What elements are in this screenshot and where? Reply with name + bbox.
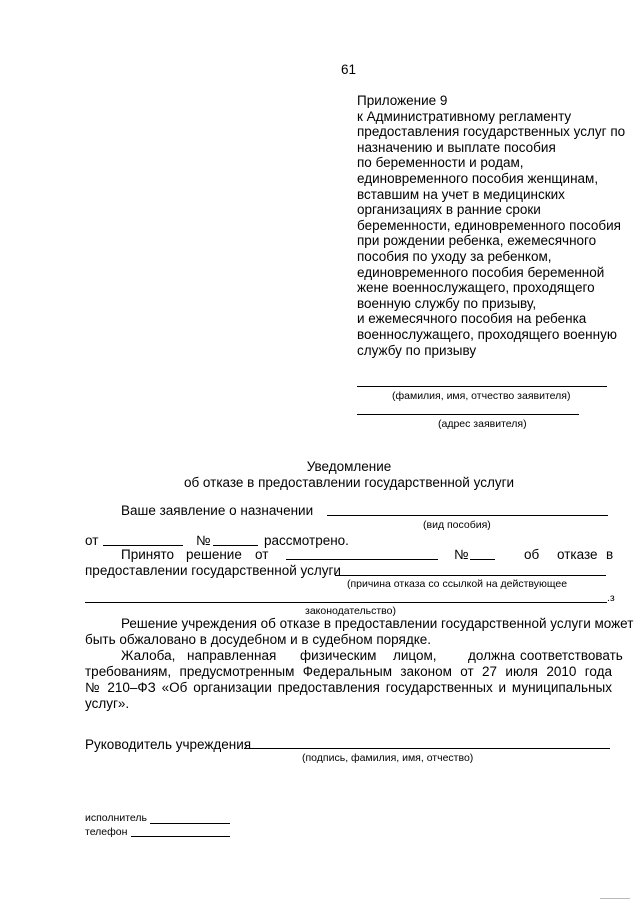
notice-title: Уведомление (306, 459, 392, 474)
appendix-line: беременности, единовременного пособия (357, 217, 621, 233)
paragraph1-line1: Решение учреждения об отказе в предоставлении государственной услуги может (121, 616, 634, 631)
reason-line-1 (335, 575, 606, 576)
decision-word-1: Принято (121, 547, 175, 562)
paragraph2-word-3: физическим (300, 648, 377, 663)
paragraph2-word-2: направленная (187, 648, 277, 663)
paragraph2-line4: услуг». (85, 696, 130, 711)
paragraph2-word-1: Жалоба, (121, 648, 176, 663)
applicant-address-caption: (адрес заявителя) (438, 418, 527, 430)
decision-date-line (286, 559, 438, 560)
decision-word-2: решение (186, 547, 242, 562)
decision-word-3: от (255, 547, 269, 562)
signature-caption: (подпись, фамилия, имя, отчество) (302, 752, 474, 764)
appendix-line: назначению и выплате пособия (357, 139, 556, 155)
paragraph2-line2 (85, 664, 612, 680)
applicant-name-caption: (фамилия, имя, отчество заявителя) (392, 390, 571, 402)
decision-number-label: № (454, 547, 469, 562)
head-label: Руководитель учреждения (85, 737, 252, 752)
appendix-line: Приложение 9 (357, 93, 448, 108)
from-date-line (103, 545, 183, 546)
reason-line-2 (85, 602, 607, 603)
reason-end: .з (607, 592, 615, 604)
number-label: № (196, 533, 211, 548)
executor-label: исполнитель (85, 812, 147, 824)
reason-caption: (причина отказа со ссылкой на действующее (347, 578, 568, 590)
paragraph2-word-6: соответствовать (520, 648, 623, 663)
appendix-line: по беременности и родам, (357, 155, 524, 171)
paragraph2-line3 (85, 680, 612, 696)
page-number: 61 (341, 62, 357, 77)
notice-subtitle: об отказе в предоставлении государственной услуги (183, 475, 515, 490)
from-label: от (85, 533, 99, 548)
applicant-name-line (357, 386, 607, 387)
appendix-line: вставшим на учет в медицинских (357, 186, 565, 202)
appendix-line: предоставления государственных услуг по (357, 124, 626, 140)
appendix-line: службу по призыву (357, 342, 477, 358)
signature-line (244, 748, 610, 749)
appendix-line: единовременного пособия беременной (357, 264, 605, 280)
decision-tail-2: отказе (557, 547, 598, 562)
appendix-line: к Административному регламенту (357, 108, 572, 124)
benefit-type-line (327, 515, 608, 516)
application-label: Ваше заявление о назначении (121, 503, 314, 518)
appendix-line: жене военнослужащего, проходящего (357, 280, 595, 296)
appendix-line: пособия по уходу за ребенком, (357, 248, 552, 264)
paragraph2-line3-text: № 210–ФЗ «Об организации предоставления государственных и муниципальных (85, 680, 612, 695)
appendix-line: единовременного пособия женщинам, (357, 170, 599, 186)
benefit-type-caption: (вид пособия) (423, 519, 491, 531)
decision-number-line (470, 559, 495, 560)
phone-line (131, 836, 230, 837)
paragraph1-line2: быть обжаловано в досудебном и в судебном порядке. (85, 632, 432, 647)
scan-mark (600, 898, 630, 899)
decision-tail-3: в (606, 547, 614, 562)
legislation-caption: законодательство) (305, 605, 396, 617)
paragraph2-line2-text: требованиям, предусмотренным Федеральным законом от 27 июля 2010 года (85, 664, 612, 679)
appendix-header (357, 93, 625, 358)
number-line (213, 545, 258, 546)
applicant-address-line (357, 414, 579, 415)
appendix-line: военнослужащего, проходящего военную (357, 326, 617, 342)
paragraph2-word-4: лицом, (393, 648, 437, 663)
reviewed-text: рассмотрено. (264, 533, 349, 548)
phone-label: телефон (85, 826, 128, 838)
paragraph2-word-5: должна (468, 648, 515, 663)
decision-tail-1: об (524, 547, 540, 562)
appendix-line: при рождении ребенка, ежемесячного (357, 233, 597, 249)
executor-line (150, 823, 230, 824)
appendix-line: военную службу по призыву, (357, 295, 537, 311)
appendix-line: организациях в ранние сроки (357, 202, 541, 218)
appendix-line: и ежемесячного пособия на ребенка (357, 311, 587, 327)
service-text: предоставлении государственной услуги (85, 563, 341, 578)
